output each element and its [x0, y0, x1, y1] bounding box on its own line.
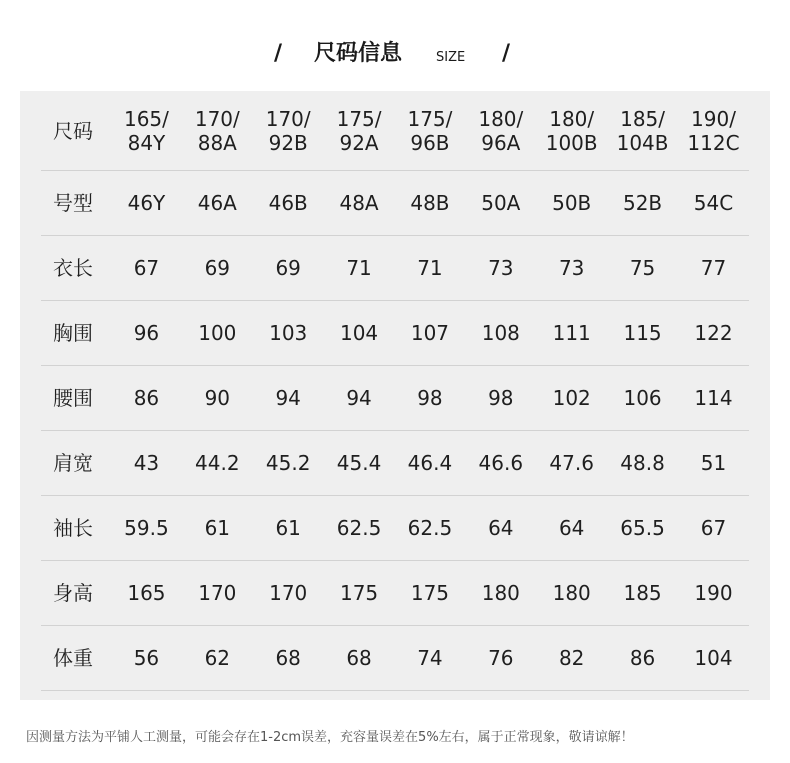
row-label: 腰围 — [41, 366, 111, 431]
table-row — [41, 366, 749, 431]
title-slash-right: / — [502, 41, 511, 66]
table-cell: 50B — [536, 171, 607, 236]
table-cell: 180 — [465, 561, 536, 626]
table-cell: 175 — [395, 561, 466, 626]
table-cell: 94 — [324, 366, 395, 431]
size-table — [41, 91, 749, 691]
table-cell: 48.8 — [607, 431, 678, 496]
size-header-row — [41, 91, 749, 171]
table-cell: 107 — [395, 301, 466, 366]
table-cell: 74 — [395, 626, 466, 691]
table-cell: 104 — [324, 301, 395, 366]
size-chart-card — [20, 91, 770, 700]
table-cell: 69 — [182, 236, 253, 301]
table-cell: 44.2 — [182, 431, 253, 496]
table-cell: 50A — [465, 171, 536, 236]
table-cell: 86 — [111, 366, 182, 431]
page-title: 尺码信息 — [314, 41, 403, 66]
table-cell: 65.5 — [607, 496, 678, 561]
table-row — [41, 496, 749, 561]
row-label: 衣长 — [41, 236, 111, 301]
size-height-label: 180/ — [549, 106, 595, 131]
table-cell: 104 — [678, 626, 749, 691]
size-chest-label: 96A — [481, 130, 521, 155]
table-cell: 86 — [607, 626, 678, 691]
table-cell: 68 — [324, 626, 395, 691]
table-cell: 103 — [253, 301, 324, 366]
row-label: 身高 — [41, 561, 111, 626]
table-cell: 62.5 — [324, 496, 395, 561]
table-cell: 67 — [111, 236, 182, 301]
table-cell: 98 — [465, 366, 536, 431]
table-row — [41, 171, 749, 236]
table-cell: 47.6 — [536, 431, 607, 496]
table-cell: 73 — [465, 236, 536, 301]
row-label: 号型 — [41, 171, 111, 236]
size-header-cell — [111, 91, 182, 171]
table-cell: 111 — [536, 301, 607, 366]
size-height-label: 190/ — [691, 106, 736, 131]
row-label: 尺码 — [41, 91, 111, 171]
table-cell: 54C — [678, 171, 749, 236]
size-chest-label: 92B — [268, 130, 308, 155]
table-cell: 45.2 — [253, 431, 324, 496]
table-cell: 115 — [607, 301, 678, 366]
table-cell: 122 — [678, 301, 749, 366]
size-header-cell — [536, 91, 607, 171]
size-header-cell — [253, 91, 324, 171]
table-cell: 71 — [324, 236, 395, 301]
table-cell: 102 — [536, 366, 607, 431]
size-table-body — [41, 91, 749, 691]
page-subtitle: SIZE — [436, 50, 466, 65]
row-label: 袖长 — [41, 496, 111, 561]
table-row — [41, 301, 749, 366]
size-header-cell — [182, 91, 253, 171]
size-height-label: 170/ — [265, 106, 311, 131]
table-cell: 185 — [607, 561, 678, 626]
size-header-cell — [678, 91, 749, 171]
table-cell: 45.4 — [324, 431, 395, 496]
size-height-label: 175/ — [336, 106, 382, 131]
size-height-label: 170/ — [194, 106, 240, 131]
size-chest-label: 92A — [339, 130, 379, 155]
table-cell: 64 — [465, 496, 536, 561]
table-row — [41, 431, 749, 496]
table-cell: 106 — [607, 366, 678, 431]
table-cell: 82 — [536, 626, 607, 691]
table-cell: 46B — [253, 171, 324, 236]
size-height-label: 185/ — [620, 106, 666, 131]
size-height-label: 180/ — [478, 106, 524, 131]
table-cell: 114 — [678, 366, 749, 431]
table-cell: 43 — [111, 431, 182, 496]
row-label: 胸围 — [41, 301, 111, 366]
size-chest-label: 112C — [687, 130, 740, 155]
table-cell: 76 — [465, 626, 536, 691]
table-cell: 75 — [607, 236, 678, 301]
size-chest-label: 84Y — [127, 130, 166, 155]
page-header — [0, 36, 790, 72]
size-header-cell — [324, 91, 395, 171]
table-cell: 46.4 — [395, 431, 466, 496]
table-cell: 69 — [253, 236, 324, 301]
table-cell: 94 — [253, 366, 324, 431]
table-cell: 170 — [253, 561, 324, 626]
table-cell: 48A — [324, 171, 395, 236]
size-chest-label: 88A — [197, 130, 237, 155]
table-cell: 67 — [678, 496, 749, 561]
table-cell: 51 — [678, 431, 749, 496]
table-cell: 108 — [465, 301, 536, 366]
row-label: 肩宽 — [41, 431, 111, 496]
table-cell: 100 — [182, 301, 253, 366]
table-cell: 175 — [324, 561, 395, 626]
table-cell: 180 — [536, 561, 607, 626]
table-cell: 190 — [678, 561, 749, 626]
table-cell: 90 — [182, 366, 253, 431]
row-label: 体重 — [41, 626, 111, 691]
table-cell: 48B — [395, 171, 466, 236]
table-cell: 71 — [395, 236, 466, 301]
table-cell: 165 — [111, 561, 182, 626]
size-header-cell — [395, 91, 466, 171]
table-cell: 61 — [253, 496, 324, 561]
table-row — [41, 561, 749, 626]
table-cell: 170 — [182, 561, 253, 626]
table-cell: 96 — [111, 301, 182, 366]
table-cell: 68 — [253, 626, 324, 691]
size-chest-label: 104B — [616, 130, 669, 155]
size-height-label: 175/ — [407, 106, 453, 131]
table-cell: 56 — [111, 626, 182, 691]
table-cell: 98 — [395, 366, 466, 431]
table-cell: 62.5 — [395, 496, 466, 561]
title-slash-left: / — [274, 41, 283, 66]
table-cell: 64 — [536, 496, 607, 561]
size-chest-label: 100B — [545, 130, 598, 155]
size-chest-label: 96B — [410, 130, 450, 155]
table-cell: 61 — [182, 496, 253, 561]
size-header-cell — [607, 91, 678, 171]
size-header-cell — [465, 91, 536, 171]
table-cell: 62 — [182, 626, 253, 691]
table-cell: 73 — [536, 236, 607, 301]
table-row — [41, 236, 749, 301]
table-cell: 59.5 — [111, 496, 182, 561]
table-cell: 46A — [182, 171, 253, 236]
measurement-note: 因测量方法为平铺人工测量，可能会存在1-2cm误差，充容量误差在5%左右，属于正常现象，敬请谅解！ — [26, 730, 634, 745]
table-cell: 46Y — [111, 171, 182, 236]
table-row — [41, 626, 749, 691]
size-height-label: 165/ — [123, 106, 169, 131]
table-cell: 77 — [678, 236, 749, 301]
table-cell: 52B — [607, 171, 678, 236]
table-cell: 46.6 — [465, 431, 536, 496]
